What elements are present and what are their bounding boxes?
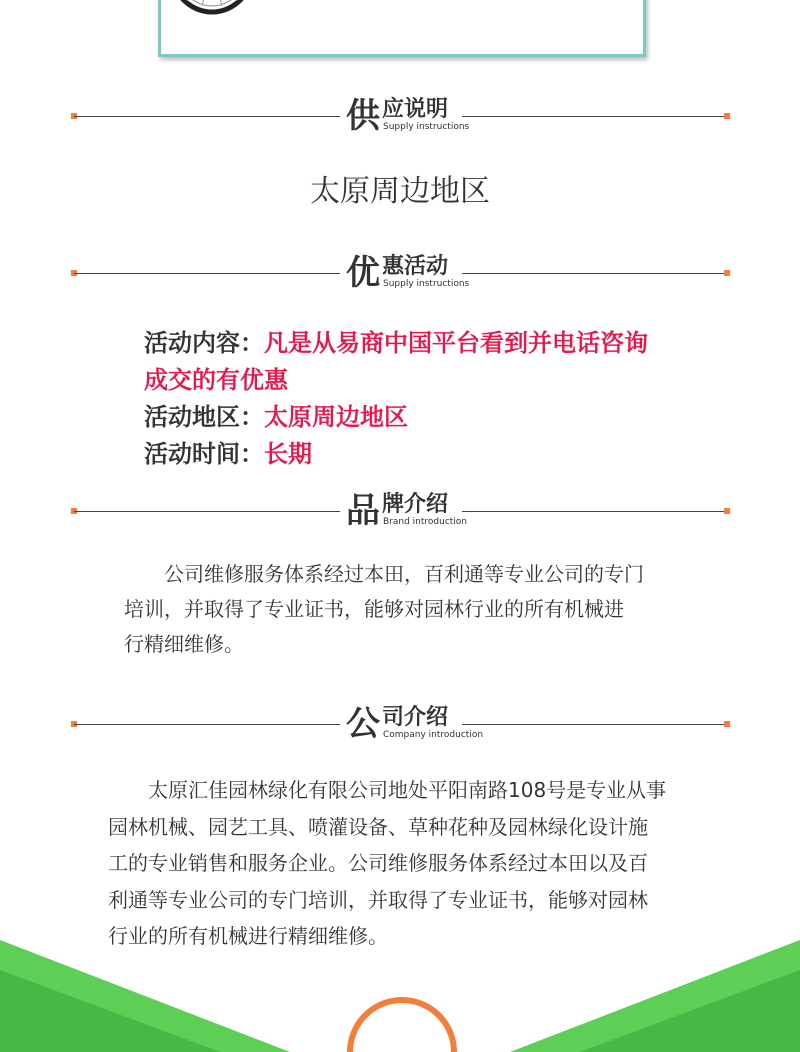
divider-dot [724, 508, 730, 514]
divider-line [462, 116, 728, 117]
bottom-green-decoration [0, 930, 800, 1052]
supply-region: 太原周边地区 [310, 174, 490, 209]
section-subtitle: Supply instructions [383, 122, 470, 132]
divider-dot [724, 270, 730, 276]
paragraph-line: 利通等专业公司的专门培训，并取得了专业证书，能够对园林 [108, 887, 648, 912]
section-subtitle: Brand introduction [383, 517, 468, 527]
section-header-brand [0, 491, 800, 531]
divider-line [74, 511, 340, 512]
divider-line [74, 273, 340, 274]
section-title-rest: 司介绍 [382, 705, 449, 730]
divider-dot [724, 113, 730, 119]
promo-label: 活动地区： [144, 403, 264, 431]
paragraph-line: 行精细维修。 [124, 632, 244, 656]
divider-line [74, 116, 340, 117]
section-title-first-char: 供 [346, 96, 380, 136]
section-title-rest: 应说明 [382, 97, 449, 122]
paragraph-line: 公司维修服务体系经过本田，百利通等专业公司的专门 [124, 562, 644, 586]
section-title-first-char: 品 [346, 491, 380, 531]
paragraph-line: 工的专业销售和服务企业。公司维修服务体系经过本田以及百 [108, 851, 648, 875]
section-header-supply [0, 96, 800, 136]
promo-content-cont [144, 362, 704, 399]
section-subtitle: Supply instructions [383, 279, 470, 289]
promo-value: 成交的有优惠 [144, 366, 288, 394]
promo-value: 凡是从易商中国平台看到并电话咨询 [264, 329, 648, 357]
company-description [108, 772, 666, 955]
promo-label: 活动内容： [144, 329, 264, 357]
section-header-promo [0, 253, 800, 293]
section-title-first-char: 公 [346, 704, 380, 744]
paragraph-line: 太原汇佳园林绿化有限公司地处平阳南路108号是专业从事 [108, 778, 667, 802]
paragraph-line: 培训，并取得了专业证书，能够对园林行业的所有机械进 [124, 597, 624, 621]
section-header-company [0, 704, 800, 744]
divider-line [462, 511, 728, 512]
promo-value: 太原周边地区 [264, 403, 408, 431]
promo-content [144, 325, 704, 362]
promo-area [144, 399, 704, 436]
divider-line [462, 273, 728, 274]
divider-dot [724, 721, 730, 727]
wheel-icon [167, 0, 257, 16]
divider-line [462, 724, 728, 725]
promo-value: 长期 [264, 440, 312, 468]
promo-list [144, 325, 704, 473]
divider-line [74, 724, 340, 725]
section-subtitle: Company introduction [383, 730, 484, 740]
promo-label: 活动时间： [144, 440, 264, 468]
paragraph-line: 行业的所有机械进行精细维修。 [108, 924, 388, 948]
brand-description [124, 557, 644, 662]
section-title-rest: 牌介绍 [382, 492, 449, 517]
section-title-first-char: 优 [346, 253, 380, 293]
section-title-rest: 惠活动 [382, 254, 449, 279]
product-photo [158, 0, 646, 57]
paragraph-line: 园林机械、园艺工具、喷灌设备、草种花种及园林绿化设计施 [108, 814, 648, 839]
promo-time [144, 436, 704, 473]
